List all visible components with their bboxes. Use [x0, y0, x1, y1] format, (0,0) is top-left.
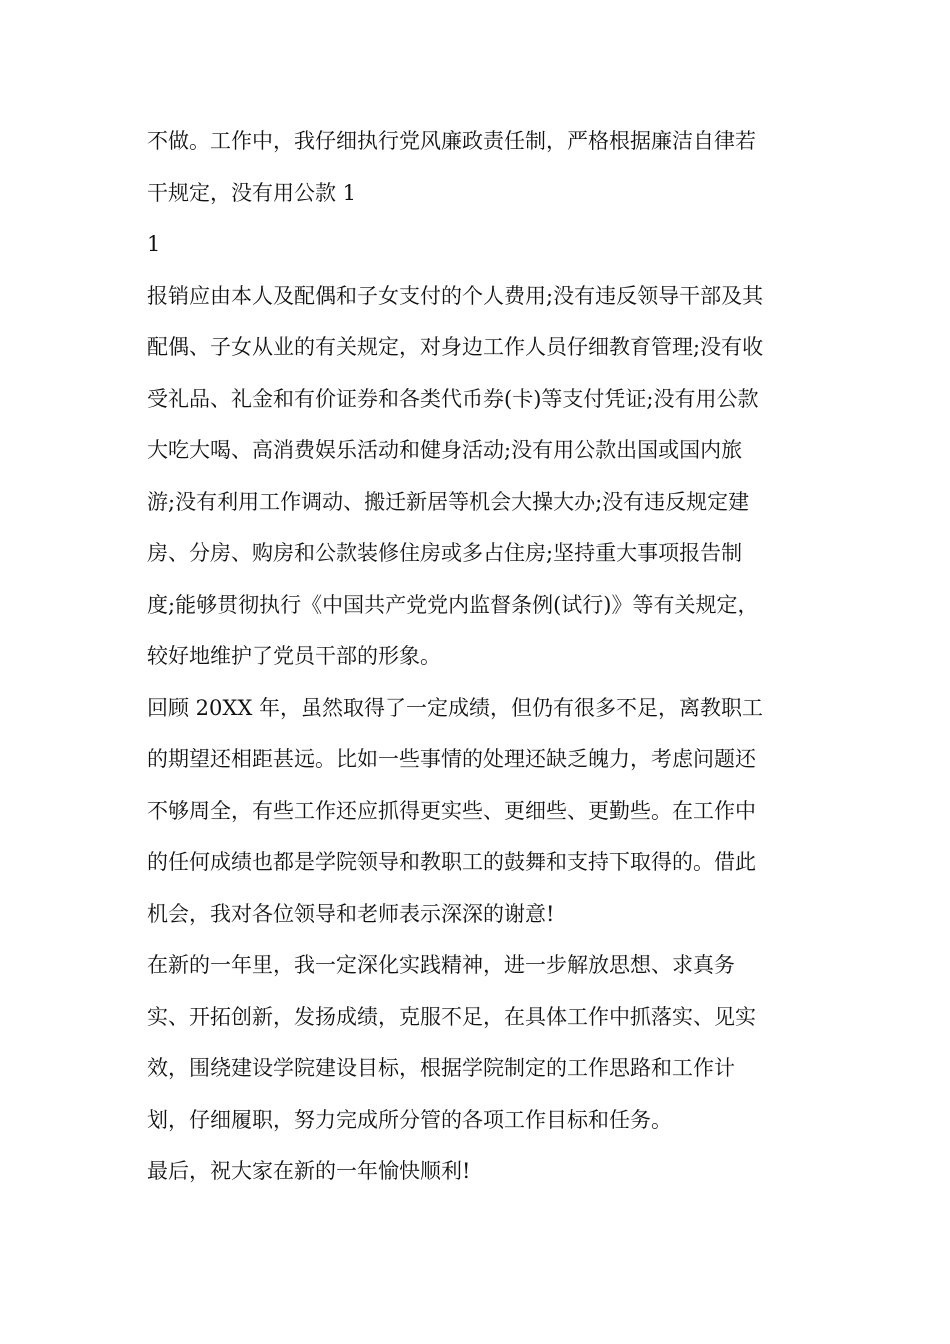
text-line: 报销应由本人及配偶和子女支付的个人费用;没有违反领导干部及其: [147, 283, 764, 308]
text-line: 不够周全，有些工作还应抓得更实些、更细些、更勤些。在工作中: [147, 798, 756, 823]
paragraph-5: [147, 940, 807, 1146]
text-line: 配偶、子女从业的有关规定，对身边工作人员仔细教育管理;没有收: [147, 335, 764, 359]
text-line: 干规定，没有用公款 1: [147, 180, 357, 205]
text-line: 的期望还相距甚远。比如一些事情的处理还缺乏魄力，考虑问题还: [147, 747, 756, 771]
text-line: 较好地维护了党员干部的形象。: [147, 644, 441, 668]
text-line: 受礼品、礼金和有价证券和各类代币券(卡)等支付凭证;没有用公款: [147, 386, 759, 411]
paragraph-2: [147, 219, 807, 271]
text-line: 机会，我对各位领导和老师表示深深的谢意!: [147, 901, 555, 926]
text-line: 的任何成绩也都是学院领导和教职工的鼓舞和支持下取得的。借此: [147, 850, 756, 874]
paragraph-3: [147, 271, 807, 683]
text-line: 回顾 20XX 年，虽然取得了一定成绩，但仍有很多不足，离教职工: [147, 695, 763, 720]
text-line: 房、分房、购房和公款装修住房或多占住房;坚持重大事项报告制: [147, 541, 743, 565]
text-line: 划，仔细履职，努力完成所分管的各项工作目标和任务。: [147, 1107, 672, 1132]
text-line: 最后，祝大家在新的一年愉快顺利!: [147, 1159, 471, 1183]
text-line: 1: [147, 232, 161, 256]
paragraph-1: [147, 116, 807, 219]
text-line: 实、开拓创新，发扬成绩，克服不足，在具体工作中抓落实、见实: [147, 1004, 756, 1029]
text-line: 效，围绕建设学院建设目标，根据学院制定的工作思路和工作计: [147, 1056, 735, 1080]
text-line: 游;没有利用工作调动、搬迁新居等机会大操大办;没有违反规定建: [147, 489, 750, 514]
text-line: 度;能够贯彻执行《中国共产党党内监督条例(试行)》等有关规定，: [147, 592, 759, 617]
text-line: 在新的一年里，我一定深化实践精神，进一步解放思想、求真务: [147, 953, 735, 977]
paragraph-6: [147, 1146, 807, 1198]
text-line: 不做。工作中，我仔细执行党风廉政责任制，严格根据廉洁自律若: [147, 129, 756, 153]
paragraph-4: [147, 683, 807, 941]
document-body: [147, 116, 807, 1198]
text-line: 大吃大喝、高消费娱乐活动和健身活动;没有用公款出国或国内旅: [147, 438, 743, 462]
